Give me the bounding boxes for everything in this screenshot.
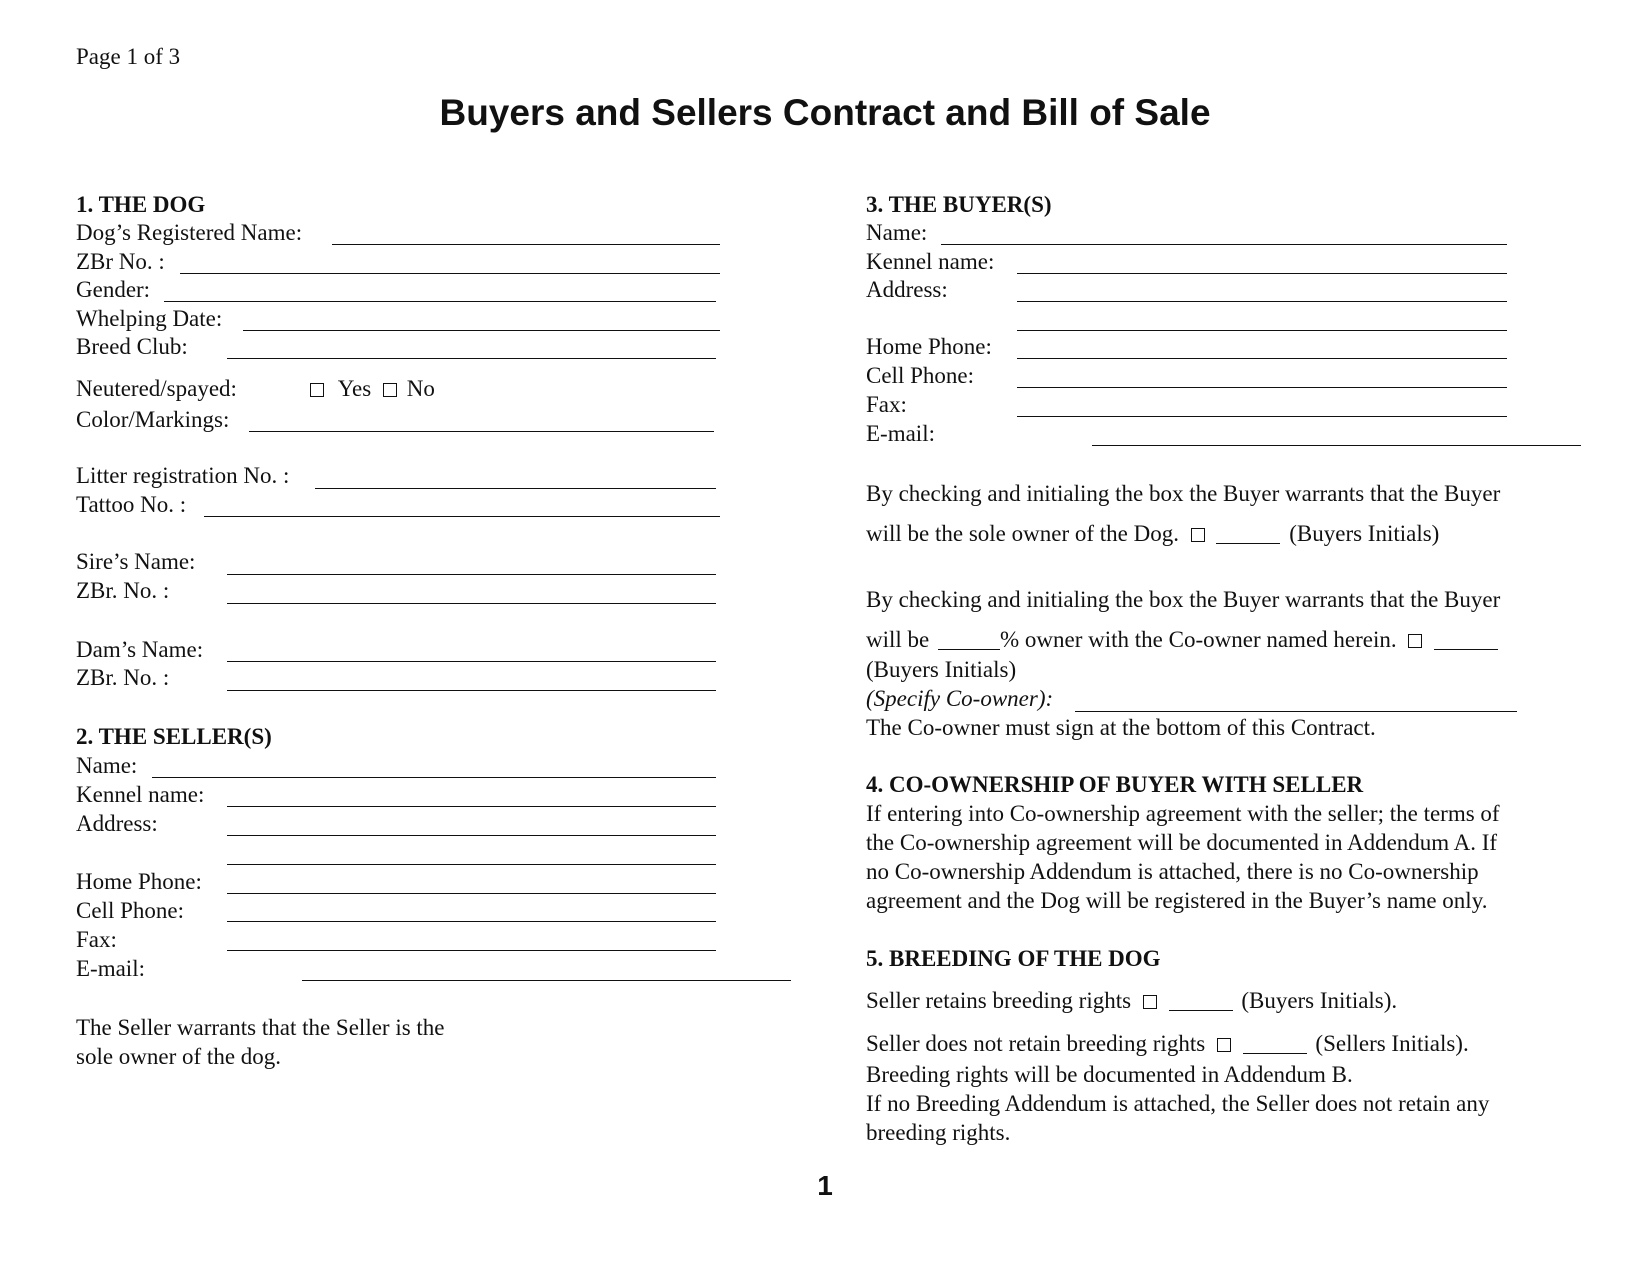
not-retain-breeding-line — [866, 1030, 1469, 1057]
seller-kennel-field[interactable] — [227, 806, 716, 807]
sole-owner-line-2 — [866, 520, 1439, 547]
page-number: 1 — [817, 1170, 833, 1201]
retains-breeding-initials-field[interactable] — [1169, 992, 1233, 1011]
seller-cell-phone-label: Cell Phone: — [76, 898, 184, 923]
buyer-email-label: E-mail: — [866, 421, 935, 446]
no-label: No — [406, 376, 435, 401]
buyer-name-label: Name: — [866, 220, 928, 245]
seller-cell-phone-field[interactable] — [227, 921, 716, 922]
sole-owner-line-1: By checking and initialing the box the Buyer warrants that the Buyer — [866, 481, 1501, 506]
retains-breeding-line — [866, 987, 1397, 1014]
sire-zbr-label: ZBr. No. : — [76, 578, 170, 603]
co-owner-percent-field[interactable] — [938, 631, 1000, 650]
buyer-name-field[interactable] — [941, 244, 1507, 245]
seller-warranty — [76, 1013, 445, 1071]
section-heading: 1. THE DOG — [76, 192, 206, 217]
zbr-label: ZBr No. : — [76, 249, 165, 274]
buyer-home-phone-label: Home Phone: — [866, 334, 992, 359]
co-owner-percent-text: % owner with the Co-owner named herein. — [1000, 627, 1397, 652]
zbr-field[interactable] — [180, 273, 720, 274]
seller-name-field[interactable] — [152, 777, 716, 778]
seller-address-field-1[interactable] — [227, 835, 716, 836]
seller-warranty-line-1: The Seller warrants that the Seller is the — [76, 1015, 445, 1040]
dam-name-field[interactable] — [227, 661, 716, 662]
seller-home-phone-label: Home Phone: — [76, 869, 202, 894]
not-retain-breeding-text: Seller does not retain breeding rights — [866, 1031, 1206, 1056]
color-markings-field[interactable] — [249, 431, 714, 432]
document-title: Buyers and Sellers Contract and Bill of Sale — [439, 92, 1211, 133]
section-heading: 4. CO-OWNERSHIP OF BUYER WITH SELLER — [866, 772, 1364, 797]
litter-registration-field[interactable] — [315, 488, 716, 489]
retains-breeding-text: Seller retains breeding rights — [866, 988, 1132, 1013]
paragraph-line: If no Breeding Addendum is attached, the Seller does not retain any — [866, 1091, 1490, 1116]
sole-owner-initials-label: (Buyers Initials) — [1289, 521, 1440, 546]
buyer-email-field[interactable] — [1092, 445, 1581, 446]
co-owner-initials-field[interactable] — [1434, 631, 1498, 650]
tattoo-field[interactable] — [204, 516, 720, 517]
co-owner-will-be: will be — [866, 627, 930, 652]
registered-name-field[interactable] — [332, 244, 720, 245]
not-retain-breeding-initials-field[interactable] — [1243, 1035, 1307, 1054]
buyer-address-field-1[interactable] — [1017, 301, 1507, 302]
paragraph-line: agreement and the Dog will be registered in the Buyer’s name only. — [866, 888, 1488, 913]
specify-co-owner-field[interactable] — [1075, 711, 1517, 712]
section-heading: 3. THE BUYER(S) — [866, 192, 1052, 217]
whelping-date-label: Whelping Date: — [76, 306, 223, 331]
whelping-date-field[interactable] — [243, 330, 720, 331]
breed-club-label: Breed Club: — [76, 334, 188, 359]
seller-home-phone-field[interactable] — [227, 893, 716, 894]
sole-owner-text: will be the sole owner of the Dog. — [866, 521, 1179, 546]
sire-zbr-field[interactable] — [227, 603, 716, 604]
co-owner-checkbox[interactable] — [1408, 634, 1422, 648]
seller-email-label: E-mail: — [76, 956, 145, 981]
seller-email-field[interactable] — [302, 980, 791, 981]
paragraph-line: the Co-ownership agreement will be documented in Addendum A. If — [866, 830, 1498, 855]
section-heading: 5. BREEDING OF THE DOG — [866, 946, 1161, 971]
section-heading: 2. THE SELLER(S) — [76, 724, 272, 749]
specify-co-owner-label: (Specify Co-owner): — [866, 686, 1054, 711]
tattoo-label: Tattoo No. : — [76, 492, 187, 517]
seller-fax-label: Fax: — [76, 927, 117, 952]
buyer-kennel-field[interactable] — [1017, 273, 1507, 274]
seller-address-label: Address: — [76, 811, 158, 836]
retains-breeding-checkbox[interactable] — [1143, 995, 1157, 1009]
buyer-home-phone-field[interactable] — [1017, 358, 1507, 359]
co-owner-line-1: By checking and initialing the box the Buyer warrants that the Buyer — [866, 587, 1501, 612]
sire-name-field[interactable] — [227, 574, 716, 575]
paragraph-line: If entering into Co-ownership agreement with the seller; the terms of — [866, 801, 1500, 826]
registered-name-label: Dog’s Registered Name: — [76, 220, 303, 245]
co-ownership-paragraph — [866, 799, 1500, 915]
seller-kennel-label: Kennel name: — [76, 782, 205, 807]
color-markings-label: Color/Markings: — [76, 407, 230, 432]
sire-name-label: Sire’s Name: — [76, 549, 196, 574]
buyer-fax-label: Fax: — [866, 392, 907, 417]
dam-zbr-label: ZBr. No. : — [76, 665, 170, 690]
co-owner-initials-label: (Buyers Initials) — [866, 657, 1017, 682]
buyer-address-label: Address: — [866, 277, 948, 302]
seller-fax-field[interactable] — [227, 950, 716, 951]
buyer-cell-phone-label: Cell Phone: — [866, 363, 974, 388]
co-owner-sign-note: The Co-owner must sign at the bottom of this Contract. — [866, 715, 1376, 740]
dam-name-label: Dam’s Name: — [76, 637, 204, 662]
breed-club-field[interactable] — [227, 358, 716, 359]
no-checkbox[interactable] — [383, 383, 397, 397]
yes-checkbox[interactable] — [310, 383, 324, 397]
paragraph-line: no Co-ownership Addendum is attached, there is no Co-ownership — [866, 859, 1479, 884]
dam-zbr-field[interactable] — [227, 690, 716, 691]
buyer-fax-field[interactable] — [1017, 416, 1507, 417]
sole-owner-initials-field[interactable] — [1216, 525, 1280, 544]
gender-field[interactable] — [164, 301, 716, 302]
not-retain-breeding-initials-label: (Sellers Initials). — [1315, 1031, 1469, 1056]
neutered-options — [310, 375, 435, 402]
not-retain-breeding-checkbox[interactable] — [1217, 1038, 1231, 1052]
seller-name-label: Name: — [76, 753, 138, 778]
breeding-note — [866, 1060, 1489, 1147]
yes-label: Yes — [337, 376, 372, 401]
buyer-cell-phone-field[interactable] — [1017, 387, 1507, 388]
page-label: Page 1 of 3 — [76, 44, 181, 69]
seller-warranty-line-2: sole owner of the dog. — [76, 1044, 282, 1069]
buyer-kennel-label: Kennel name: — [866, 249, 995, 274]
neutered-label: Neutered/spayed: — [76, 376, 237, 401]
litter-registration-label: Litter registration No. : — [76, 463, 290, 488]
seller-address-field-2[interactable] — [227, 864, 716, 865]
sole-owner-checkbox[interactable] — [1191, 528, 1205, 542]
gender-label: Gender: — [76, 277, 151, 302]
co-owner-line-2 — [866, 626, 1498, 653]
paragraph-line: breeding rights. — [866, 1120, 1011, 1145]
paragraph-line: Breeding rights will be documented in Addendum B. — [866, 1062, 1353, 1087]
retains-breeding-initials-label: (Buyers Initials). — [1241, 988, 1398, 1013]
buyer-address-field-2[interactable] — [1017, 330, 1507, 331]
